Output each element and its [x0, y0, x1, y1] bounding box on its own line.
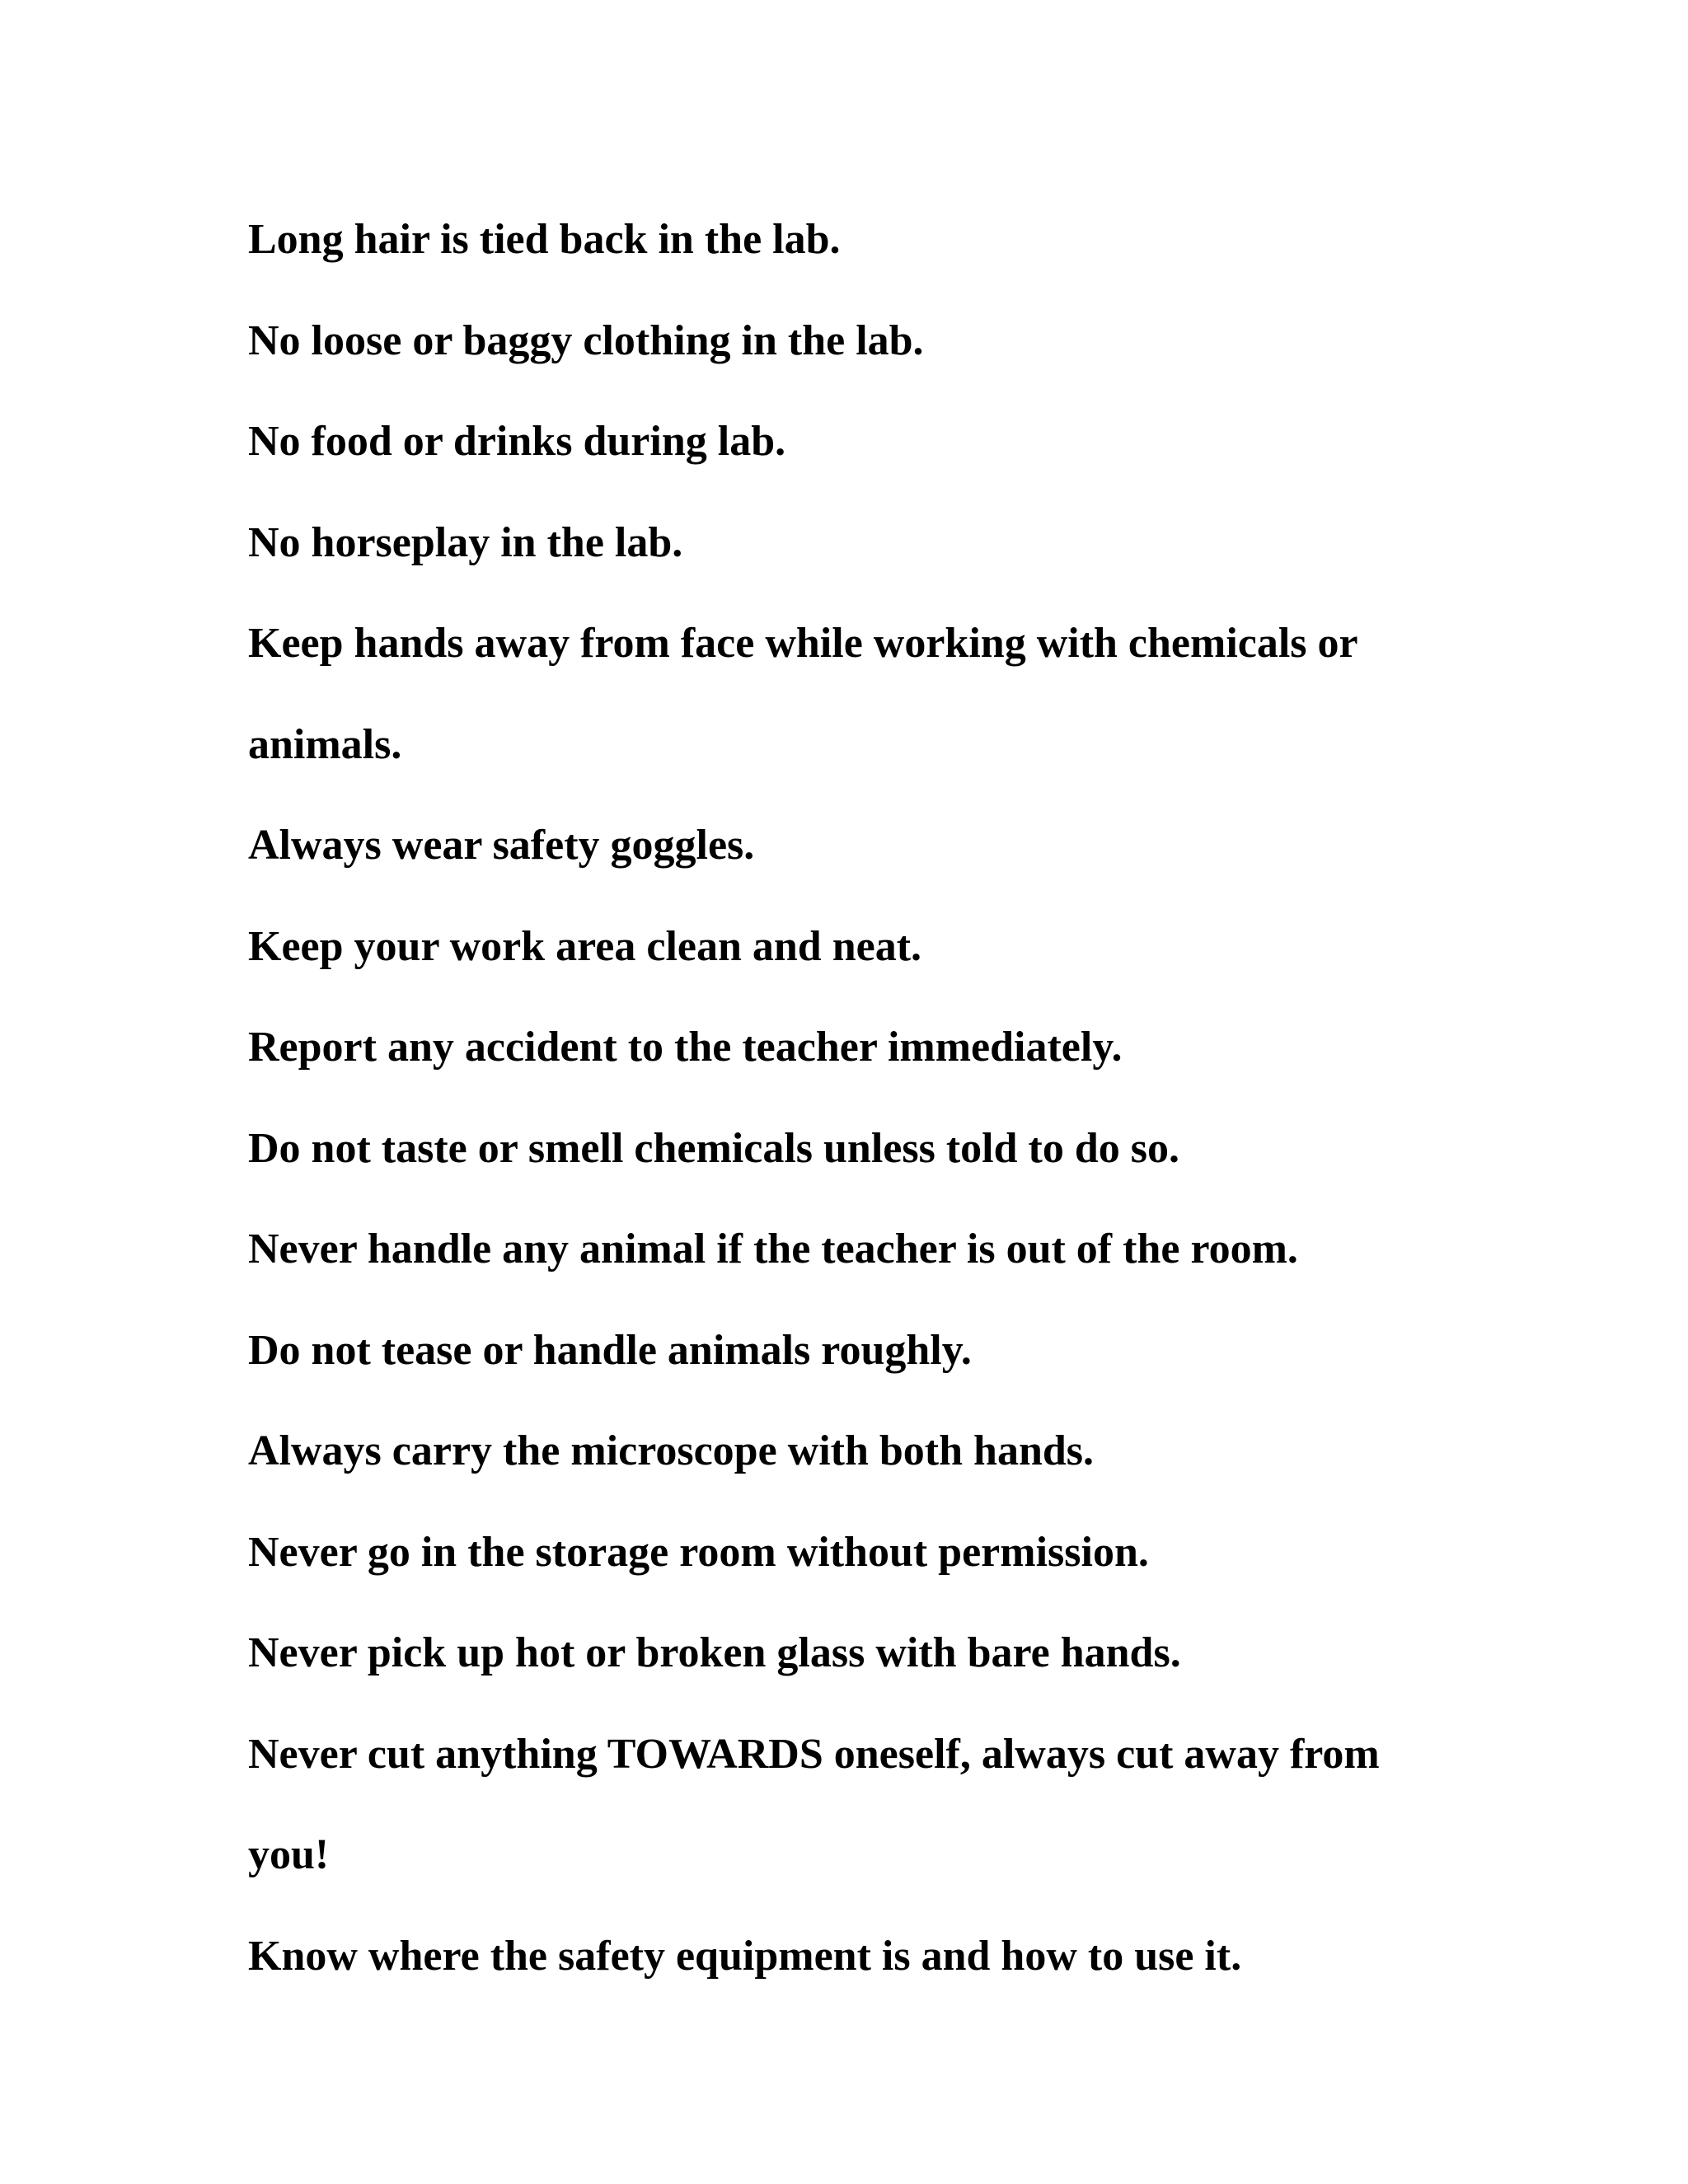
rule-line-broken-glass: Never pick up hot or broken glass with bare hands.	[248, 1629, 1181, 1676]
rule-line-work-area: Keep your work area clean and neat.	[248, 922, 922, 970]
rule-line-taste-smell: Do not taste or smell chemicals unless told to do so.	[248, 1124, 1180, 1172]
rule-line-hands-face-continued: animals.	[248, 720, 402, 768]
lab-safety-rules-list	[248, 190, 1501, 2007]
rule-line-hands-face: Keep hands away from face while working with chemicals or	[248, 620, 1358, 667]
rule-line-food-drinks: No food or drinks during lab.	[248, 418, 786, 465]
rule-line-cutting-continued: you!	[248, 1831, 330, 1878]
rule-line-microscope: Always carry the microscope with both hands.	[248, 1427, 1095, 1474]
rule-line-horseplay: No horseplay in the lab.	[248, 518, 683, 566]
rule-line-long-hair: Long hair is tied back in the lab.	[248, 216, 841, 263]
rule-line-goggles: Always wear safety goggles.	[248, 822, 755, 869]
rule-line-safety-equipment: Know where the safety equipment is and how to use it.	[248, 1932, 1242, 1980]
rule-line-tease-animals: Do not tease or handle animals roughly.	[248, 1326, 972, 1374]
rule-line-cutting: Never cut anything TOWARDS oneself, always cut away from	[248, 1730, 1380, 1778]
rule-line-handle-animal: Never handle any animal if the teacher is out of the room.	[248, 1226, 1298, 1272]
rule-line-report-accident: Report any accident to the teacher immediately.	[248, 1024, 1123, 1071]
rule-line-storage-room: Never go in the storage room without permission.	[248, 1528, 1149, 1576]
rule-line-clothing: No loose or baggy clothing in the lab.	[248, 316, 924, 364]
